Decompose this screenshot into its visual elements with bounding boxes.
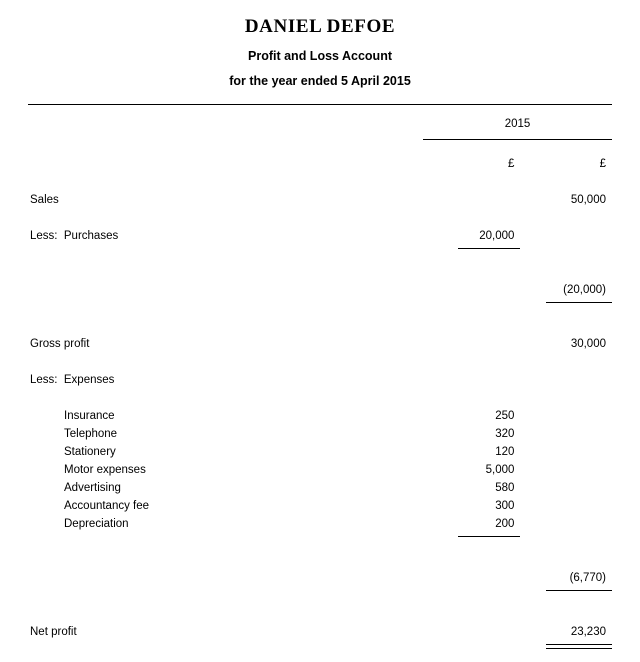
expense-label-advertising: Advertising [64,482,121,494]
row-label-purchases-total [28,284,423,302]
year-header-row [28,118,612,140]
currency-symbol-col2: £ [599,158,606,170]
table-row-purchases [28,230,612,248]
purchases-underline [423,248,520,266]
expenses-underline-row [28,536,612,554]
row-value-purchases: 20,000 [479,230,515,242]
expense-value-stationery: 120 [495,446,515,458]
purchases-total-underline-row [28,302,612,320]
spacer-row [28,266,612,284]
currency-header-row [28,158,612,176]
year-header: 2015 [423,118,612,140]
expense-label-insurance: Insurance [64,410,115,422]
net-profit-double-underline [520,644,612,662]
expense-label-telephone: Telephone [64,428,118,440]
table-row-expenses-header [28,374,612,392]
currency-symbol-col1: £ [508,158,515,170]
spacer-row [28,140,612,159]
document-period: for the year ended 5 April 2015 [229,74,411,88]
page-title: DANIEL DEFOE [244,16,396,37]
purchases-total-underline [520,302,612,320]
row-value-net-profit: 23,230 [570,626,606,638]
expense-value-advertising: 580 [495,482,515,494]
table-row-sales [28,194,612,212]
row-value-expenses-col1 [423,374,520,392]
table-row-expense-item [28,482,612,500]
row-value-sales: 50,000 [570,194,606,206]
row-value-sales-col1 [423,194,520,212]
expenses-total-underline [520,590,612,608]
table-row-purchases-total [28,284,612,302]
table-row-expense-item [28,428,612,446]
expense-value-insurance: 250 [495,410,515,422]
expense-label-stationery: Stationery [64,446,116,458]
table-row-expense-item [28,464,612,482]
purchases-underline-row [28,248,612,266]
spacer-row [28,392,612,410]
table-row-gross-profit [28,338,612,356]
expense-value-telephone: 320 [495,428,515,440]
spacer-row [28,356,612,374]
currency-header-spacer [28,158,423,176]
row-value-expenses-col2 [520,374,612,392]
expense-value-depreciation: 200 [495,518,515,530]
expense-label-motor-expenses: Motor expenses [64,464,146,476]
document-header [0,0,640,88]
row-label-net-profit: Net profit [30,626,77,638]
row-value-purchases-total: (20,000) [563,284,606,296]
table-row-expense-item [28,518,612,536]
table-row-expense-item [28,410,612,428]
row-label-expenses: Less: Expenses [30,374,115,386]
spacer-row [28,176,612,194]
row-value-expenses-total: (6,770) [569,572,606,584]
spacer-row [28,212,612,230]
expenses-underline [423,536,520,554]
table-row-net-profit [28,626,612,644]
row-label-sales: Sales [30,194,59,206]
row-label-purchases: Less: Purchases [30,230,119,242]
expenses-total-underline-row [28,590,612,608]
row-value-gross-profit-col1 [423,338,520,356]
year-header-spacer [28,118,423,140]
table-row-expense-item [28,500,612,518]
table-row-expenses-total [28,572,612,590]
profit-loss-table [28,118,612,662]
spacer-row [28,320,612,338]
expense-label-accountancy-fee: Accountancy fee [64,500,150,512]
expense-value-motor-expenses: 5,000 [485,464,515,476]
row-value-purchases-total-col1 [423,284,520,302]
row-label-gross-profit: Gross profit [30,338,90,350]
document-subtitle: Profit and Loss Account [248,49,392,63]
expense-value-accountancy-fee: 300 [495,500,515,512]
spacer-row [28,554,612,572]
row-label-expenses-total [28,572,423,590]
row-value-gross-profit: 30,000 [570,338,606,350]
expense-label-depreciation: Depreciation [64,518,129,530]
spacer-row [28,608,612,626]
row-value-purchases-col2 [520,230,612,248]
table-row-expense-item [28,446,612,464]
header-divider [28,104,612,105]
net-profit-double-underline-row [28,644,612,662]
